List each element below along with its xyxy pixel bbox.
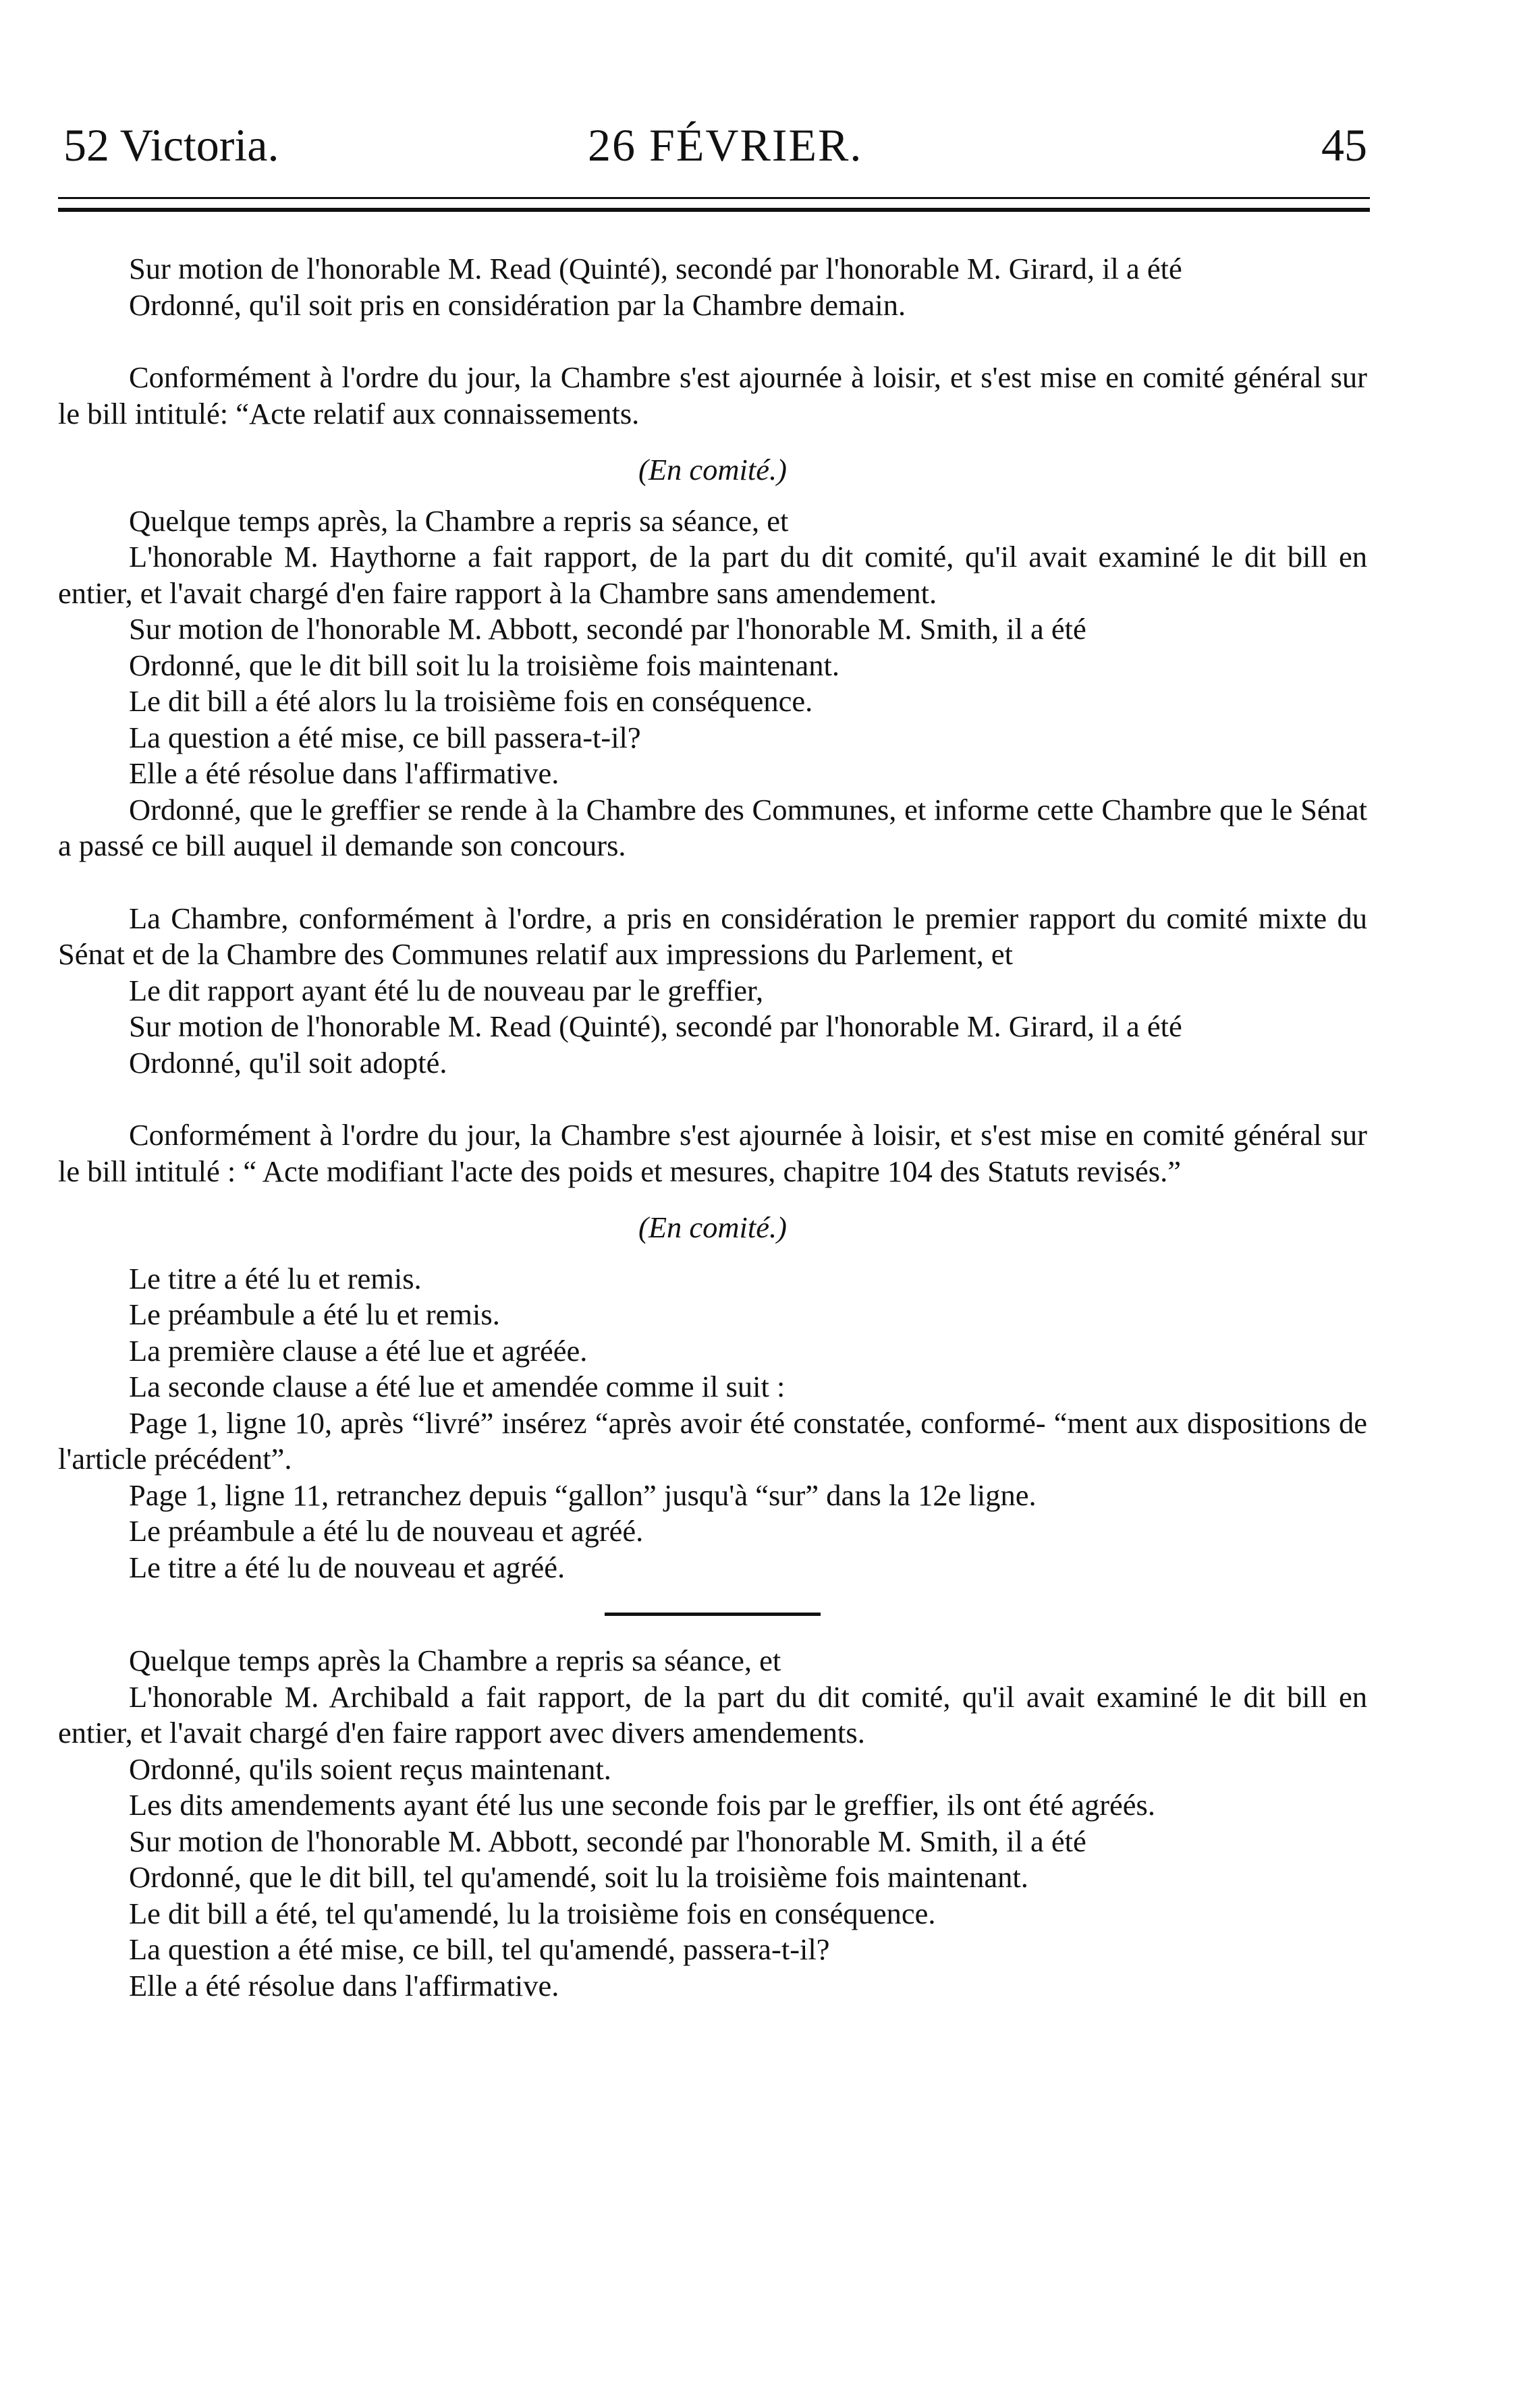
paragraph: La question a été mise, ce bill passera-t-il? <box>129 720 641 754</box>
paragraph: Quelque temps après, la Chambre a repris sa séance, et <box>129 503 789 538</box>
page-number: 45 <box>1321 119 1367 171</box>
paragraph: L'honorable M. Haythorne a fait rapport, de la part du dit comité, qu'il avait examiné le dit bill en entier, et l'avait chargé d'en faire rapport à la Chambre sans amendement. <box>58 540 1367 610</box>
paragraph: Sur motion de l'honorable M. Read (Quinté), secondé par l'honorable M. Girard, il a été <box>129 1009 1182 1043</box>
paragraph: Ordonné, que le dit bill, tel qu'amendé, soit lu la troisième fois maintenant. <box>129 1860 1028 1894</box>
paragraph: La question a été mise, ce bill, tel qu'amendé, passera-t-il? <box>129 1932 830 1966</box>
journal-page <box>58 108 1367 2003</box>
header-rule-thick <box>58 208 1370 212</box>
paragraph: Le titre a été lu et remis. <box>129 1261 422 1295</box>
paragraph: Sur motion de l'honorable M. Abbott, secondé par l'honorable M. Smith, il a été <box>129 612 1086 646</box>
paragraph: Quelque temps après la Chambre a repris sa séance, et <box>129 1644 781 1677</box>
header-rule-thin <box>58 197 1370 199</box>
paragraph: La Chambre, conformément à l'ordre, a pris en considération le premier rapport du comité mixte du Sénat et de la Chambre des Communes relatif aux impressions du Parlement, et <box>58 901 1367 971</box>
paragraph: Sur motion de l'honorable M. Abbott, secondé par l'honorable M. Smith, il a été <box>129 1824 1086 1858</box>
paragraph: Les dits amendements ayant été lus une seconde fois par le greffier, ils ont été agréés. <box>129 1788 1155 1822</box>
paragraph: Sur motion de l'honorable M. Read (Quinté), secondé par l'honorable M. Girard, il a été <box>129 252 1182 285</box>
paragraph: Ordonné, qu'ils soient reçus maintenant. <box>129 1752 611 1786</box>
paragraph: Ordonné, que le greffier se rende à la Chambre des Communes, et informe cette Chambre que le Sénat a passé ce bill auquel il demande son concours. <box>58 792 1367 862</box>
paragraph: La seconde clause a été lue et amendée comme il suit : <box>129 1370 785 1403</box>
page-header <box>58 108 1367 182</box>
paragraph: Ordonné, qu'il soit pris en considération par la Chambre demain. <box>129 287 906 322</box>
section-label: (En comité.) <box>638 453 787 486</box>
paragraph: Elle a été résolue dans l'affirmative. <box>129 756 559 790</box>
paragraph: La première clause a été lue et agréée. <box>129 1333 588 1368</box>
section-label: (En comité.) <box>638 1210 787 1244</box>
page-body <box>58 251 1367 2004</box>
header-session: 52 Victoria. <box>63 119 279 171</box>
section-divider <box>605 1613 821 1616</box>
paragraph: Conformément à l'ordre du jour, la Chambre s'est ajournée à loisir, et s'est mise en comité général sur le bill intitulé : “ Acte modifiant l'acte des poids et mesures, chapitre 104 des Statuts revisés.” <box>58 1118 1367 1188</box>
paragraph: Le dit bill a été alors lu la troisième fois en conséquence. <box>129 684 813 718</box>
paragraph: Ordonné, que le dit bill soit lu la troisième fois maintenant. <box>129 648 839 682</box>
header-date: 26 FÉVRIER. <box>588 119 863 171</box>
paragraph: Le préambule a été lu de nouveau et agréé. <box>129 1514 644 1548</box>
paragraph: Le titre a été lu de nouveau et agréé. <box>129 1550 566 1584</box>
paragraph: Le dit bill a été, tel qu'amendé, lu la troisième fois en conséquence. <box>129 1896 936 1930</box>
paragraph: Le dit rapport ayant été lu de nouveau par le greffier, <box>129 973 764 1007</box>
paragraph: L'honorable M. Archibald a fait rapport, de la part du dit comité, qu'il avait examiné le dit bill en entier, et l'avait chargé d'en faire rapport avec divers amendements. <box>58 1679 1367 1749</box>
paragraph: Le préambule a été lu et remis. <box>129 1297 500 1331</box>
paragraph: Page 1, ligne 10, après “livré” insérez “après avoir été constatée, conformé- “ment aux dispositions de l'article précédent”. <box>58 1405 1367 1476</box>
paragraph: Elle a été résolue dans l'affirmative. <box>129 1968 559 2003</box>
paragraph: Ordonné, qu'il soit adopté. <box>129 1045 447 1080</box>
paragraph: Conformément à l'ordre du jour, la Chambre s'est ajournée à loisir, et s'est mise en comité général sur le bill intitulé: “Acte relatif aux connaissements. <box>58 360 1367 430</box>
paragraph: Page 1, ligne 11, retranchez depuis “gallon” jusqu'à “sur” dans la 12e ligne. <box>129 1478 1037 1512</box>
